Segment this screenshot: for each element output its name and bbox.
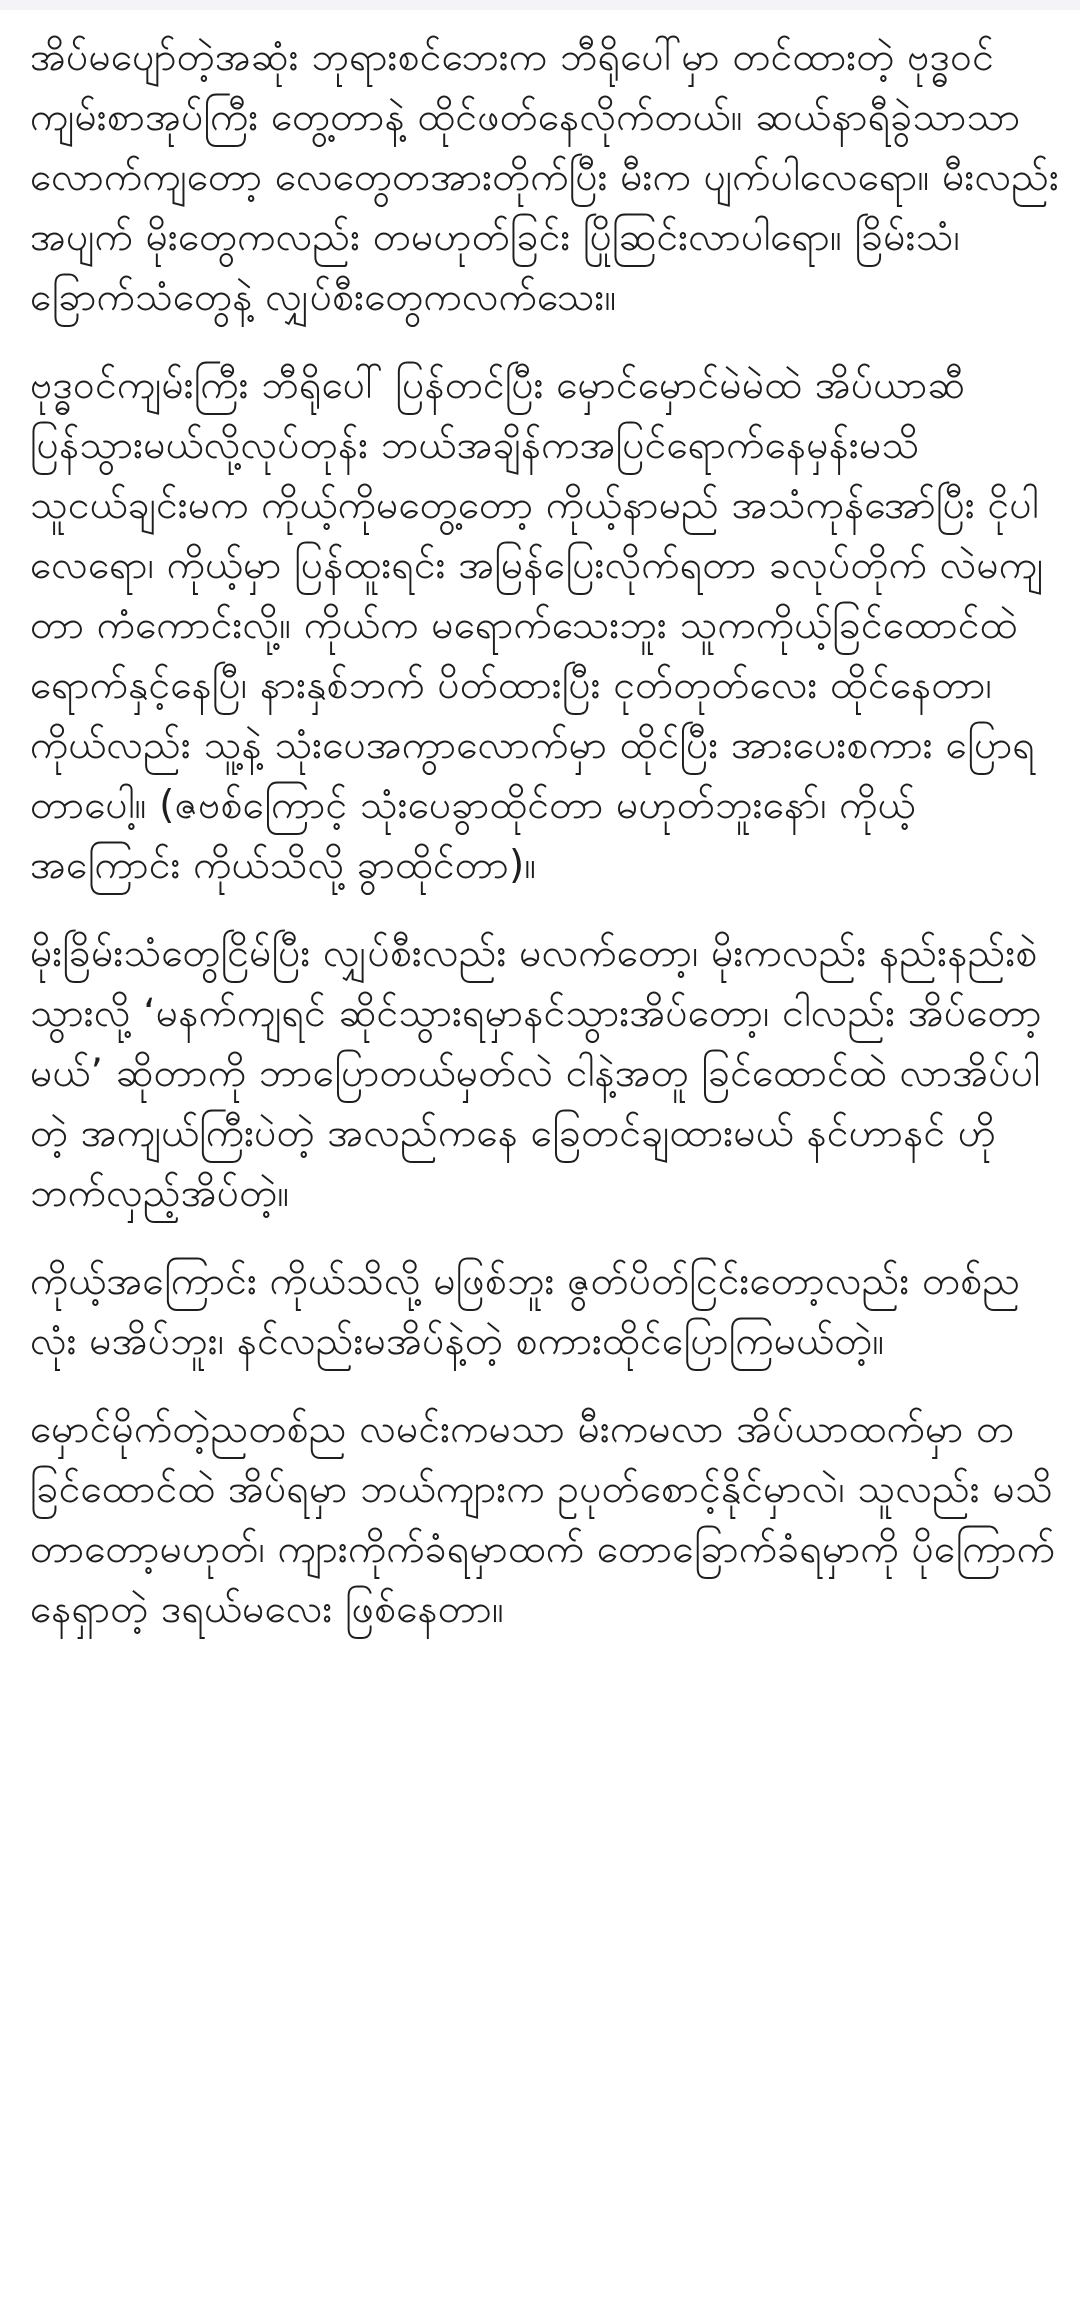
- paragraph-1: အိပ်မပျော်တဲ့အဆုံး ဘုရားစင်ဘေးက ဘီရိုပေါ်မှာ တင်ထားတဲ့ ဗုဒ္ဓဝင် ကျမ်းစာအုပ်ကြီး တွေ့တာနဲ့ ထိုင်ဖတ်နေလိုက်တယ်။ ဆယ်နာရီခွဲသာသာလောက်ကျတော့ လေတွေတအားတိုက်ပြီး မီးက ပျက်ပါလေရော။ မီးလည်းအပျက် မိုးတွေကလည်း တမဟုတ်ခြင်း ပြိုဆြင်းလာပါရော။ ခြိမ်းသံ၊ ခြောက်သံတွေနဲ့ လျှပ်စီးတွေကလက်သေး။: [30, 35, 1060, 320]
- top-edge-bar: [0, 0, 1080, 10]
- article-body: [30, 28, 1060, 1640]
- paragraph-4: ကိုယ့်အကြောင်း ကိုယ်သိလို့ မဖြစ်ဘူး ဇွတ်ပိတ်ငြင်းတော့လည်း တစ်ညလုံး မအိပ်ဘူး၊ နင်လည်းမအိပ်နဲ့တဲ့ စကားထိုင်ပြောကြမယ်တဲ့။: [30, 1259, 1021, 1364]
- paragraph-2: ဗုဒ္ဓဝင်ကျမ်းကြီး ဘီရိုပေါ် ပြန်တင်ပြီး မှောင်မှောင်မဲမဲထဲ အိပ်ယာဆီ ပြန်သွားမယ်လို့လုပ်တုန်း ဘယ်အချိန်ကအပြင်ရောက်နေမှန်းမသိ သူငယ်ချင်းမက ကိုယ့်ကိုမတွေ့တော့ ကိုယ့်နာမည် အသံကုန်အော်ပြီး ငိုပါလေရော၊ ကိုယ့်မှာ ပြန်ထူးရင်း အမြန်ပြေးလိုက်ရတာ ခလုပ်တိုက် လဲမကျတာ ကံကောင်းလို့။ ကိုယ်က မရောက်သေးဘူး သူကကိုယ့်ခြင်ထောင်ထဲ ရောက်နှင့်နေပြီ၊ နားနှစ်ဘက် ပိတ်ထားပြီး ငုတ်တုတ်လေး ထိုင်နေတာ၊ ကိုယ်လည်း သူ့နဲ့ သုံးပေအကွာလောက်မှာ ထိုင်ပြီး အားပေးစကား ပြောရတာပေါ့။ (ဇဗစ်ကြောင့် သုံးပေခွာထိုင်တာ မဟုတ်ဘူးနော်၊ ကိုယ့်အကြောင်း ကိုယ်သိလို့ ခွာထိုင်တာ)။: [30, 363, 1044, 888]
- paragraph-5: မှောင်မိုက်တဲ့ညတစ်ည လမင်းကမသာ မီးကမလာ အိပ်ယာထက်မှာ တခြင်ထောင်ထဲ အိပ်ရမှာ ဘယ်ကျားက ဥပုတ်စောင့်နိုင်မှာလဲ၊ သူလည်း မသိတာတော့မဟုတ်၊ ကျားကိုက်ခံရမှာထက် တောခြောက်ခံရမှာကို ပိုကြောက်နေရှာတဲ့ ဒရယ်မလေး ဖြစ်နေတာ။: [30, 1407, 1056, 1632]
- paragraph-3: မိုးခြိမ်းသံတွေငြိမ်ပြီး လျှပ်စီးလည်း မလက်တော့၊ မိုးကလည်း နည်းနည်းစဲသွားလို့ ‘မနက်ကျရင် ဆိုင်သွားရမှာနင်သွားအိပ်တော့၊ ငါလည်း အိပ်တော့မယ်’ ဆိုတာကို ဘာပြောတယ်မှတ်လဲ ငါနဲ့အတူ ခြင်ထောင်ထဲ လာအိပ်ပါတဲ့ အကျယ်ကြီးပဲတဲ့ အလည်ကနေ ခြေတင်ချထားမယ် နင်ဟာနင် ဟိုဘက်လှည့်အိပ်တဲ့။: [30, 931, 1042, 1216]
